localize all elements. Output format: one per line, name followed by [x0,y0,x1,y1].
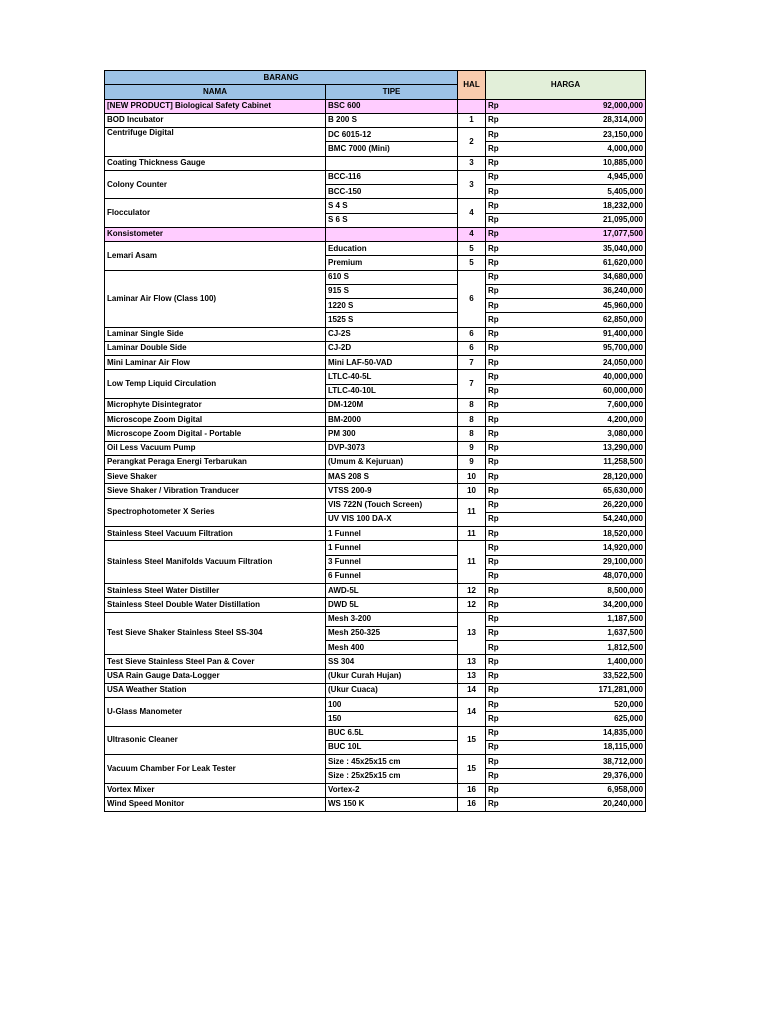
table-row [105,398,646,412]
item-price: 28,314,000 [524,113,646,127]
item-type: BSC 600 [326,99,458,113]
item-name: Stainless Steel Double Water Distillation [105,598,326,612]
currency-label: Rp [486,199,524,213]
item-name: Colony Counter [105,170,326,199]
header-nama: NAMA [105,85,326,99]
currency-label: Rp [486,327,524,341]
item-type: (Ukur Cuaca) [326,683,458,697]
item-type: 610 S [326,270,458,284]
item-type: LTLC-40-5L [326,370,458,384]
item-price: 28,120,000 [524,470,646,484]
item-type: 1525 S [326,313,458,327]
header-harga: HARGA [486,71,646,100]
currency-label: Rp [486,156,524,170]
item-page: 6 [458,341,486,355]
table-row [105,327,646,341]
currency-label: Rp [486,598,524,612]
item-price: 23,150,000 [524,128,646,142]
item-type: BCC-116 [326,170,458,184]
table-row [105,498,646,512]
currency-label: Rp [486,484,524,498]
item-page [458,99,486,113]
item-name: [NEW PRODUCT] Biological Safety Cabinet [105,99,326,113]
item-price: 17,077,500 [524,227,646,241]
item-type: SS 304 [326,655,458,669]
item-name: Centrifuge Digital [105,128,326,157]
item-name: Stainless Steel Manifolds Vacuum Filtration [105,541,326,584]
item-price: 3,080,000 [524,427,646,441]
table-row [105,470,646,484]
item-type: S 4 S [326,199,458,213]
item-type: BUC 6.5L [326,726,458,740]
item-price: 18,115,000 [524,740,646,754]
item-name: Laminar Double Side [105,341,326,355]
item-type [326,156,458,170]
currency-label: Rp [486,698,524,712]
item-page: 5 [458,256,486,270]
item-type: DWD 5L [326,598,458,612]
item-price: 61,620,000 [524,256,646,270]
item-page: 8 [458,427,486,441]
item-price: 92,000,000 [524,99,646,113]
currency-label: Rp [486,797,524,811]
currency-label: Rp [486,512,524,526]
currency-label: Rp [486,270,524,284]
header-tipe: TIPE [326,85,458,99]
item-type: 1220 S [326,299,458,313]
currency-label: Rp [486,413,524,427]
item-price: 45,960,000 [524,299,646,313]
header-hal: HAL [458,71,486,100]
item-name: Stainless Steel Water Distiller [105,584,326,598]
table-row [105,783,646,797]
item-type: CJ-2D [326,341,458,355]
item-type: UV VIS 100 DA-X [326,512,458,526]
item-price: 171,281,000 [524,683,646,697]
item-page: 14 [458,698,486,727]
item-page: 6 [458,327,486,341]
price-table [104,70,646,812]
item-price: 34,200,000 [524,598,646,612]
currency-label: Rp [486,299,524,313]
item-price: 95,700,000 [524,341,646,355]
item-name: Mini Laminar Air Flow [105,356,326,370]
item-page: 16 [458,783,486,797]
item-name: Vacuum Chamber For Leak Tester [105,755,326,784]
item-page: 4 [458,227,486,241]
item-type: Mesh 400 [326,641,458,655]
item-type: Size : 45x25x15 cm [326,755,458,769]
currency-label: Rp [486,142,524,156]
item-name: Microscope Zoom Digital [105,413,326,427]
currency-label: Rp [486,341,524,355]
item-price: 520,000 [524,698,646,712]
item-name: Microphyte Disintegrator [105,398,326,412]
item-name: Microscope Zoom Digital - Portable [105,427,326,441]
table-row [105,683,646,697]
currency-label: Rp [486,569,524,583]
item-type: Mini LAF-50-VAD [326,356,458,370]
item-type: 915 S [326,284,458,298]
item-type: LTLC-40-10L [326,384,458,398]
item-name: Ultrasonic Cleaner [105,726,326,755]
item-price: 60,000,000 [524,384,646,398]
item-type: 3 Funnel [326,555,458,569]
item-page: 11 [458,541,486,584]
item-name: Konsistometer [105,227,326,241]
item-type: PM 300 [326,427,458,441]
item-price: 625,000 [524,712,646,726]
item-name: Stainless Steel Vacuum Filtration [105,527,326,541]
item-type: 150 [326,712,458,726]
table-row [105,199,646,213]
item-name: Oil Less Vacuum Pump [105,441,326,455]
item-type: DM-120M [326,398,458,412]
item-type: BCC-150 [326,185,458,199]
table-row [105,413,646,427]
item-type: B 200 S [326,113,458,127]
item-type: DVP-3073 [326,441,458,455]
currency-label: Rp [486,498,524,512]
currency-label: Rp [486,626,524,640]
currency-label: Rp [486,612,524,626]
table-row [105,527,646,541]
item-type: Size : 25x25x15 cm [326,769,458,783]
item-name: Low Temp Liquid Circulation [105,370,326,399]
item-type: 1 Funnel [326,527,458,541]
item-page: 6 [458,270,486,327]
item-page: 15 [458,755,486,784]
item-price: 14,835,000 [524,726,646,740]
item-price: 4,000,000 [524,142,646,156]
item-type [326,227,458,241]
item-type: DC 6015-12 [326,128,458,142]
item-page: 1 [458,113,486,127]
item-price: 6,958,000 [524,783,646,797]
item-page: 9 [458,455,486,469]
item-price: 1,637,500 [524,626,646,640]
item-page: 15 [458,726,486,755]
item-name: BOD Incubator [105,113,326,127]
currency-label: Rp [486,470,524,484]
item-price: 29,100,000 [524,555,646,569]
item-type: AWD-5L [326,584,458,598]
item-page: 2 [458,128,486,157]
item-price: 8,500,000 [524,584,646,598]
currency-label: Rp [486,527,524,541]
table-row [105,584,646,598]
item-type: BM-2000 [326,413,458,427]
item-price: 33,522,500 [524,669,646,683]
currency-label: Rp [486,242,524,256]
currency-label: Rp [486,256,524,270]
table-row [105,441,646,455]
currency-label: Rp [486,113,524,127]
currency-label: Rp [486,398,524,412]
item-price: 7,600,000 [524,398,646,412]
item-price: 11,258,500 [524,455,646,469]
item-price: 40,000,000 [524,370,646,384]
table-row [105,655,646,669]
item-type: CJ-2S [326,327,458,341]
item-page: 10 [458,470,486,484]
item-name: Laminar Air Flow (Class 100) [105,270,326,327]
item-page: 13 [458,669,486,683]
table-row [105,698,646,712]
item-price: 13,290,000 [524,441,646,455]
item-type: 6 Funnel [326,569,458,583]
item-name: Perangkat Peraga Energi Terbarukan [105,455,326,469]
table-row [105,170,646,184]
item-price: 4,200,000 [524,413,646,427]
currency-label: Rp [486,455,524,469]
table-row [105,270,646,284]
table-row [105,755,646,769]
currency-label: Rp [486,284,524,298]
item-price: 36,240,000 [524,284,646,298]
item-price: 1,187,500 [524,612,646,626]
item-page: 3 [458,156,486,170]
table-row [105,612,646,626]
item-type: (Umum & Kejuruan) [326,455,458,469]
item-price: 35,040,000 [524,242,646,256]
table-row [105,726,646,740]
item-price: 54,240,000 [524,512,646,526]
item-price: 34,680,000 [524,270,646,284]
item-name: Test Sieve Stainless Steel Pan & Cover [105,655,326,669]
item-price: 62,850,000 [524,313,646,327]
item-page: 11 [458,527,486,541]
currency-label: Rp [486,584,524,598]
currency-label: Rp [486,655,524,669]
item-page: 14 [458,683,486,697]
item-page: 9 [458,441,486,455]
item-price: 38,712,000 [524,755,646,769]
currency-label: Rp [486,384,524,398]
item-type: 100 [326,698,458,712]
currency-label: Rp [486,740,524,754]
currency-label: Rp [486,427,524,441]
item-name: Wind Speed Monitor [105,797,326,811]
item-page: 13 [458,612,486,655]
currency-label: Rp [486,769,524,783]
item-type: MAS 208 S [326,470,458,484]
item-price: 24,050,000 [524,356,646,370]
item-type: Mesh 3-200 [326,612,458,626]
item-price: 18,232,000 [524,199,646,213]
item-page: 13 [458,655,486,669]
price-table-body [105,99,646,812]
table-row [105,356,646,370]
item-page: 5 [458,242,486,256]
item-page: 3 [458,170,486,199]
currency-label: Rp [486,726,524,740]
item-type: Mesh 250-325 [326,626,458,640]
item-name: Lemari Asam [105,242,326,271]
table-row [105,455,646,469]
item-price: 48,070,000 [524,569,646,583]
item-name: Test Sieve Shaker Stainless Steel SS-304 [105,612,326,655]
currency-label: Rp [486,313,524,327]
item-page: 11 [458,498,486,527]
item-name: Spectrophotometer X Series [105,498,326,527]
table-row [105,541,646,555]
table-row [105,484,646,498]
table-row [105,669,646,683]
item-price: 1,400,000 [524,655,646,669]
item-page: 16 [458,797,486,811]
item-price: 5,405,000 [524,185,646,199]
item-price: 14,920,000 [524,541,646,555]
currency-label: Rp [486,641,524,655]
item-page: 10 [458,484,486,498]
table-row [105,797,646,811]
header-barang: BARANG [105,71,458,85]
item-price: 4,945,000 [524,170,646,184]
item-name: Sieve Shaker [105,470,326,484]
table-row [105,370,646,384]
table-row [105,128,646,142]
table-row [105,427,646,441]
item-type: BUC 10L [326,740,458,754]
currency-label: Rp [486,669,524,683]
item-price: 29,376,000 [524,769,646,783]
item-type: S 6 S [326,213,458,227]
item-name: Laminar Single Side [105,327,326,341]
item-name: Flocculator [105,199,326,228]
item-type: BMC 7000 (Mini) [326,142,458,156]
item-name: USA Rain Gauge Data-Logger [105,669,326,683]
item-price: 20,240,000 [524,797,646,811]
item-name: U-Glass Manometer [105,698,326,727]
item-page: 12 [458,598,486,612]
table-row [105,227,646,241]
table-row [105,113,646,127]
currency-label: Rp [486,185,524,199]
item-price: 91,400,000 [524,327,646,341]
item-page: 7 [458,356,486,370]
item-type: Education [326,242,458,256]
currency-label: Rp [486,755,524,769]
item-type: WS 150 K [326,797,458,811]
item-type: Vortex-2 [326,783,458,797]
currency-label: Rp [486,541,524,555]
currency-label: Rp [486,712,524,726]
item-price: 10,885,000 [524,156,646,170]
table-row [105,242,646,256]
item-type: VIS 722N (Touch Screen) [326,498,458,512]
item-type: Premium [326,256,458,270]
item-price: 1,812,500 [524,641,646,655]
item-page: 4 [458,199,486,228]
item-name: Sieve Shaker / Vibration Tranducer [105,484,326,498]
item-page: 8 [458,398,486,412]
currency-label: Rp [486,783,524,797]
table-row [105,341,646,355]
item-price: 21,095,000 [524,213,646,227]
currency-label: Rp [486,128,524,142]
currency-label: Rp [486,213,524,227]
currency-label: Rp [486,170,524,184]
item-type: VTSS 200-9 [326,484,458,498]
currency-label: Rp [486,683,524,697]
currency-label: Rp [486,356,524,370]
item-price: 26,220,000 [524,498,646,512]
currency-label: Rp [486,441,524,455]
item-price: 18,520,000 [524,527,646,541]
table-row [105,99,646,113]
item-page: 8 [458,413,486,427]
table-row [105,598,646,612]
price-list-sheet [104,70,645,812]
item-name: Coating Thickness Gauge [105,156,326,170]
item-name: USA Weather Station [105,683,326,697]
item-type: (Ukur Curah Hujan) [326,669,458,683]
currency-label: Rp [486,555,524,569]
currency-label: Rp [486,370,524,384]
item-type: 1 Funnel [326,541,458,555]
table-row [105,156,646,170]
currency-label: Rp [486,227,524,241]
item-page: 7 [458,370,486,399]
item-page: 12 [458,584,486,598]
item-name: Vortex Mixer [105,783,326,797]
currency-label: Rp [486,99,524,113]
item-price: 65,630,000 [524,484,646,498]
